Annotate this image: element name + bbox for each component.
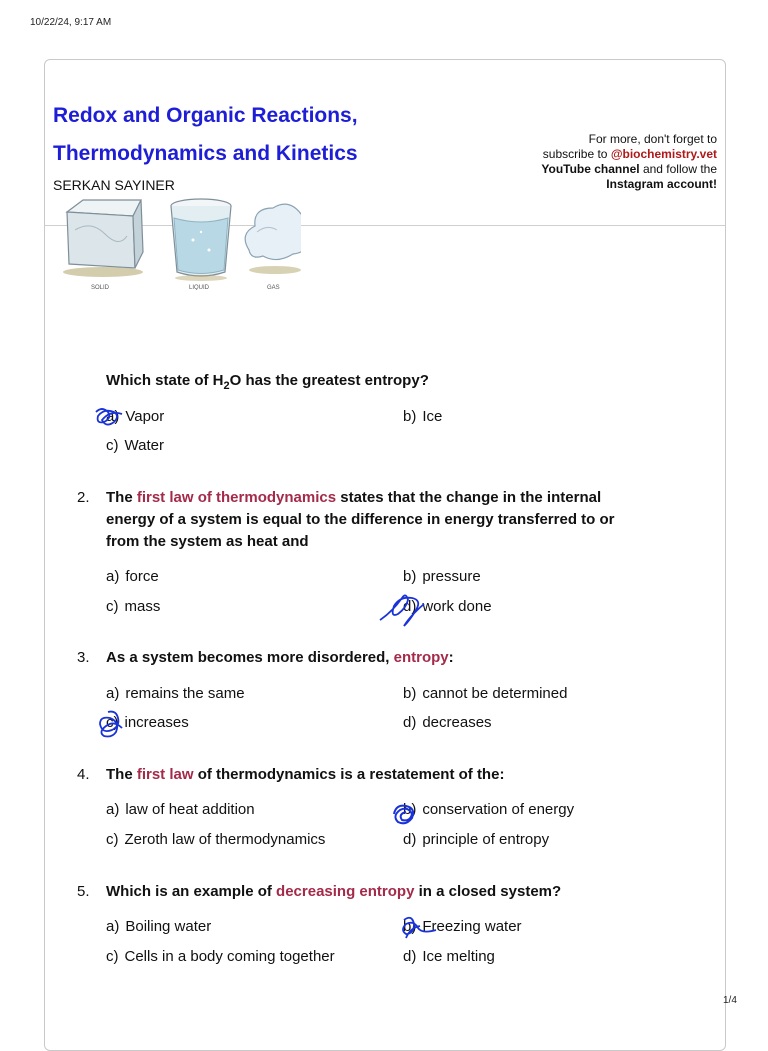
promo-line-4 [541, 177, 717, 192]
question-3-text [106, 647, 454, 669]
question-3-highlight: entropy [393, 649, 449, 666]
option-letter: c) [106, 831, 119, 848]
gas-cloud-icon [245, 204, 301, 274]
question-1-text-b: O has the greatest entropy? [229, 372, 429, 389]
answer-scribble-q1 [92, 404, 128, 430]
question-4-text [106, 764, 504, 786]
question-4-highlight: first law [136, 766, 194, 783]
answer-scribble-q3 [94, 708, 128, 740]
option-letter: b) [403, 801, 417, 818]
option-text: remains the same [125, 685, 245, 702]
option-text: work done [422, 598, 492, 615]
option-text: mass [124, 598, 161, 615]
option-letter: d) [403, 714, 417, 731]
question-2-text [106, 487, 706, 553]
states-of-matter-illustration [61, 190, 301, 290]
option-letter: c) [106, 714, 119, 731]
promo-note [541, 132, 717, 192]
option-text: Ice [422, 408, 443, 425]
option-letter: b) [403, 568, 417, 585]
question-1-text [106, 370, 429, 397]
page-number: 1/4 [723, 995, 737, 1006]
option-text: Ice melting [422, 948, 495, 965]
option-letter: c) [106, 437, 119, 454]
option-text: law of heat addition [125, 801, 255, 818]
option-letter: c) [106, 948, 119, 965]
option-text: pressure [422, 568, 481, 585]
option-text: Cells in a body coming together [124, 948, 335, 965]
option-letter: d) [403, 598, 417, 615]
q2-option-b[interactable] [403, 568, 481, 585]
option-letter: d) [403, 948, 417, 965]
youtube-handle-link[interactable]: @biochemistry.vet [610, 147, 717, 161]
option-letter: a) [106, 801, 120, 818]
option-text: principle of entropy [422, 831, 550, 848]
answer-scribble-q2 [376, 590, 432, 630]
option-letter: d) [403, 831, 417, 848]
glass-of-water-icon [171, 199, 231, 281]
option-letter: a) [106, 408, 120, 425]
question-2-line-1 [106, 487, 706, 509]
q4-option-b[interactable] [403, 801, 574, 818]
answer-scribble-q5 [396, 912, 442, 942]
q3-option-b[interactable] [403, 685, 567, 702]
promo-line-1: For more, don't forget to [588, 132, 717, 146]
q3-option-d[interactable] [403, 714, 492, 731]
question-3-number: 3. [77, 649, 90, 666]
q4-option-c[interactable] [106, 831, 325, 848]
q3-option-a[interactable] [106, 685, 245, 702]
question-3-pre: As a system becomes more disordered, [106, 649, 394, 666]
q5-option-d[interactable] [403, 948, 495, 965]
question-5-text [106, 881, 561, 903]
option-letter: a) [106, 918, 120, 935]
question-2-post: states that the change in the internal [336, 489, 602, 506]
question-5-pre: Which is an example of [106, 883, 277, 900]
option-letter: b) [403, 408, 417, 425]
question-5-post: in a closed system? [414, 883, 562, 900]
option-text: decreases [422, 714, 492, 731]
q4-option-d[interactable] [403, 831, 549, 848]
question-1-text-a: Which state of H [106, 372, 224, 389]
option-text: Freezing water [422, 918, 522, 935]
option-text: Zeroth law of thermodynamics [124, 831, 326, 848]
question-2-line-3: from the system as heat and [106, 533, 309, 550]
youtube-channel-text: YouTube channel [541, 162, 640, 176]
promo-line-2 [541, 147, 717, 162]
option-letter: a) [106, 685, 120, 702]
q1-option-c[interactable] [106, 437, 164, 454]
question-2-number: 2. [77, 489, 90, 506]
promo-line-3 [541, 162, 717, 177]
option-letter: b) [403, 918, 417, 935]
option-text: Vapor [125, 408, 165, 425]
option-text: force [125, 568, 159, 585]
option-letter: b) [403, 685, 417, 702]
option-text: increases [124, 714, 189, 731]
promo-subscribe-text: subscribe to [542, 147, 611, 161]
author-name: SERKAN SAYINER [53, 177, 175, 193]
question-4-pre: The [106, 766, 137, 783]
option-letter: a) [106, 568, 120, 585]
answer-scribble-q4 [388, 800, 422, 828]
question-3-post: : [448, 649, 454, 666]
option-text: conservation of energy [422, 801, 575, 818]
page-title-line-2: Thermodynamics and Kinetics [53, 142, 358, 165]
question-2-highlight: first law of thermodynamics [136, 489, 337, 506]
option-letter: c) [106, 598, 119, 615]
q2-option-c[interactable] [106, 598, 160, 615]
instagram-account-text: Instagram account! [606, 177, 717, 191]
q5-option-c[interactable] [106, 948, 335, 965]
option-text: Boiling water [125, 918, 212, 935]
question-4-number: 4. [77, 766, 90, 783]
option-text: cannot be determined [422, 685, 568, 702]
liquid-label: LIQUID [189, 285, 210, 290]
question-4-post: of thermodynamics is a restatement of the: [193, 766, 505, 783]
q1-option-b[interactable] [403, 408, 442, 425]
question-1-subscript: 2 [223, 380, 230, 392]
q2-option-a[interactable] [106, 568, 159, 585]
promo-follow-text: and follow the [639, 162, 717, 176]
option-text: Water [124, 437, 164, 454]
question-2-line-2: energy of a system is equal to the difference in energy transferred to or [106, 511, 615, 528]
question-5-number: 5. [77, 883, 90, 900]
page-title-line-1: Redox and Organic Reactions, [53, 104, 358, 127]
gas-label: GAS [267, 285, 280, 290]
q5-option-a[interactable] [106, 918, 211, 935]
question-2-pre: The [106, 489, 137, 506]
question-5-highlight: decreasing entropy [276, 883, 415, 900]
solid-label: SOLID [91, 285, 110, 290]
print-timestamp: 10/22/24, 9:17 AM [30, 17, 112, 28]
ice-cube-icon [63, 200, 143, 277]
q4-option-a[interactable] [106, 801, 255, 818]
